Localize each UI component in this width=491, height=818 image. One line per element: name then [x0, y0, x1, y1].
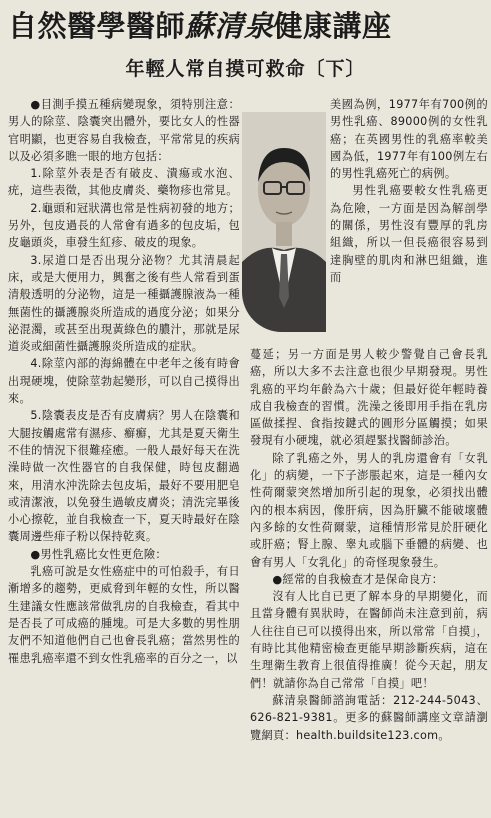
paragraph: 2.龜頭和冠狀溝也常是性病初發的地方；另外，包皮過長的人常會有過多的包皮垢，包皮龜頭炎，車發生紅疹、破皮的現象。 — [8, 201, 240, 250]
paragraph: 1.除莖外表是否有破皮、潰瘍或水泡、疣，這些表徵，其他皮膚炎、藥物疹也常見。 — [8, 167, 240, 198]
paragraph: 男性乳癌要較女性乳癌更為危險，一方面是因為解剖學的關係，男性沒有豐厚的乳房組織，所以一但長癌很容易到達胸壁的肌肉和淋巴組織，進而 — [330, 184, 488, 284]
paragraph: 蔓延；另一方面是男人較少警覺自己會長乳癌，所以大多不去注意也很少早期發現。男性乳癌的平均年齡為六十歲；但最好從年輕時養成自我檢查的習慣。洗澡之後即用手指在乳房區做揉捏、食指按鍵式的圓形分區觸摸；如果發現有小硬塊，就必須趕緊找醫師診治。 — [250, 348, 488, 448]
title-suffix: 健康講座 — [273, 9, 392, 43]
paragraph: 乳癌可說是女性癌症中的可怕殺手，有日漸增多的趨勢，更威脅到年輕的女性，所以醫生建議女性應該常做乳房的自我檢查，看其中是否長了可成癌的腫塊。可是大多數的男性朋友們不知道他們自己也會長乳癌；當然男性的罹患乳癌率還不到女性乳癌率的百分之一，以 — [8, 565, 240, 665]
paragraph: 5.陰囊表皮是否有皮膚病？男人在陰囊和大腿按觸處常有濕疹、癬癬，尤其是夏天衛生不佳的情況下很難痊癒。一般人最好每天在洗澡時做一次性器官的自我保健，時包皮翻過來，用清水沖洗除去包皮垢，最好不要用肥皂或清潔液，以免發生過敏皮膚炎；清洗完畢後小心擦乾，並自我檢查一下，夏天時最好在陰囊周邊些痱子粉以保持乾爽。 — [8, 409, 240, 544]
author-photo — [242, 112, 326, 332]
paragraph: ●目測手摸五種病變現象，須特別注意：男人的除莖、陰囊突出體外，要比女人的性器官明顯，也更容易自我檢查，平常常見的疾病以及必須多瞧一眼的地方包括： — [8, 98, 240, 163]
paragraph: 3.尿道口是否出現分泌物？尤其清晨起床，或是大便用力，興奮之後有些人常看到蛋清般透明的分泌物，這是一種攝護腺液為一種無菌性的攝護腺炎所造成的過度分泌；如果分泌混濁，或甚至出現黃綠色的膿汁，那就是尿道炎或細菌性攝護腺炎所造成的症狀。 — [8, 253, 240, 354]
paragraph: 除了乳癌之外，男人的乳房還會有「女乳化」的病變，一下子澎脹起來，這是一種內女性荷爾蒙突然增加所引起的現象，必須找出體內的根本病因，像肝病，因為肝臟不能破壞體內多餘的女性荷爾蒙，這種情形常見於肝硬化或肝癌；腎上腺、睾丸或腦下垂體的病變、也會有男人「女乳化」的奇怪現象發生。 — [250, 451, 488, 569]
article-subtitle: 年輕人常自摸可救命〔下〕 — [125, 58, 366, 80]
section-heading: ●男性乳癌比女性更危險： — [30, 547, 167, 561]
doctor-name: 蘇清泉 — [185, 9, 274, 43]
contact-info: 蘇清泉醫師諮詢電話：212-244-5043、626-821-9381。更多的蘇醫師講座文章請瀏覽網頁：health.buildsite123.com。 — [250, 693, 488, 742]
section-heading: ●經常的自我檢查才是保命良方： — [272, 572, 444, 586]
paragraph: 美國為例，1977年有700例的男性乳癌、89000例的女性乳癌；在英國男性的乳癌率較美國為低，1977年有100例左右的男性乳癌死亡的病例。 — [330, 98, 488, 181]
title-prefix: 自然醫學醫師 — [8, 9, 186, 43]
paragraph: 沒有人比自已更了解本身的早期變化，而且當身體有異狀時，在醫師尚未注意到前，病人往往自已可以摸得出來，所以常常「自摸」，有時比其他精密檢查更能早期診斷疾病，這在生理衛生教育上很值得推廣！從今天起，朋友們！就請你為自己常常「自摸」吧！ — [250, 590, 488, 690]
right-top-column — [330, 96, 488, 346]
left-column — [8, 96, 240, 808]
article-title — [8, 4, 484, 48]
paragraph: 4.除莖內部的海綿體在中老年之後有時會出現硬塊，使除莖勃起變形，可以自己摸得出來。 — [8, 357, 240, 406]
right-bottom-column — [250, 346, 488, 804]
